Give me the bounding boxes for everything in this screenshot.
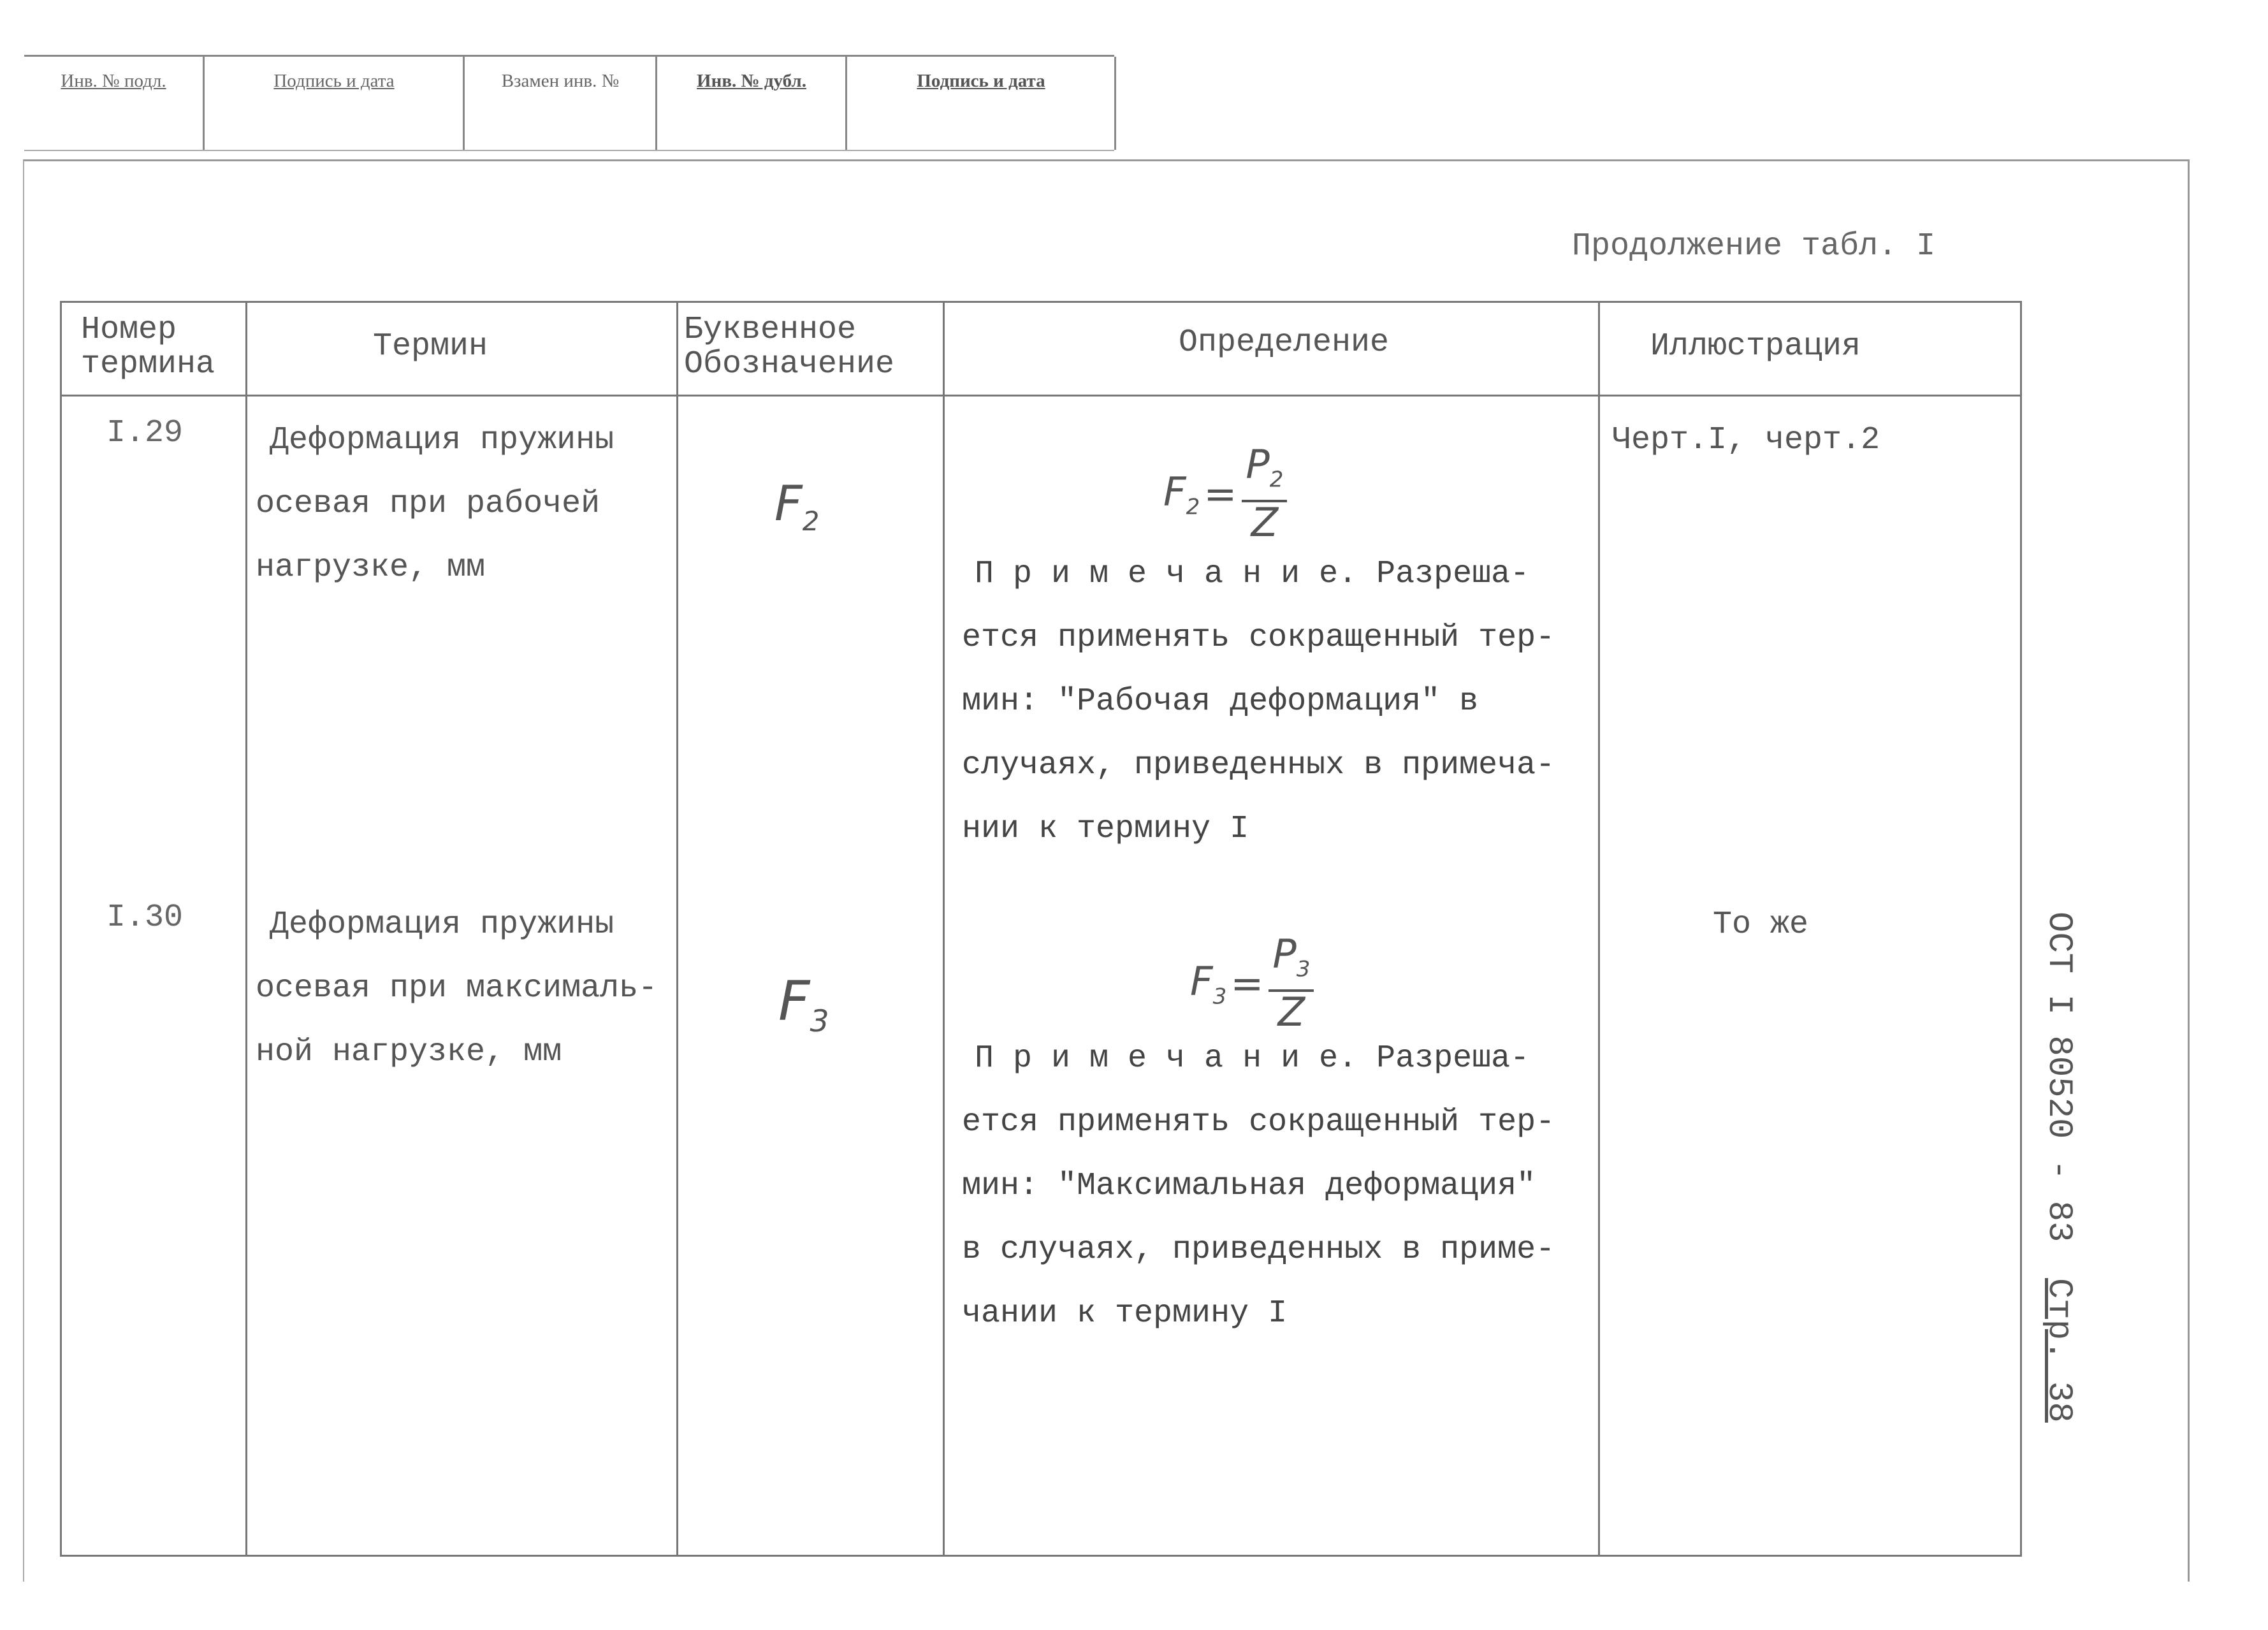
stamp-cell-inv-dubl (658, 57, 847, 150)
formula-num-base: P (1272, 931, 1297, 977)
formula-lhs-base: F (1163, 468, 1186, 515)
symbol-sub: 3 (810, 1004, 829, 1040)
row-number: I.30 (106, 899, 184, 936)
formula-num-sub: 3 (1296, 956, 1311, 982)
formula-num-base: P (1246, 441, 1270, 488)
formula-fraction (1268, 931, 1314, 1036)
formula-lhs (1190, 958, 1226, 1009)
formula-num-sub: 2 (1269, 467, 1284, 493)
header-num-line2: термина (81, 346, 215, 382)
row-note-line: в случаях, приведенных в приме- (962, 1232, 1555, 1268)
header-num (81, 313, 215, 382)
formula-lhs-base: F (1190, 957, 1213, 1005)
row-note-line: ется применять сокращенный тер- (962, 620, 1555, 656)
row-term-line: осевая при рабочей (256, 486, 600, 522)
symbol-base: F (774, 475, 803, 532)
row-note-line: чании к термину I (962, 1295, 1288, 1332)
header-divider (62, 395, 2020, 397)
row-symbol (774, 475, 819, 537)
stamp-label: Инв. № дубл. (697, 71, 806, 91)
formula-numerator (1268, 931, 1314, 992)
formula-lhs (1163, 469, 1200, 520)
stamp-label: Взамен инв. № (501, 71, 620, 91)
stamp-label: Подпись и дата (273, 71, 395, 91)
column-divider (676, 303, 678, 1555)
column-divider (1598, 303, 1600, 1555)
row-note (962, 542, 1555, 861)
symbol-base: F (778, 970, 810, 1033)
row-note-line: ется применять сокращенный тер- (962, 1104, 1555, 1140)
formula-equals: = (1230, 960, 1264, 1007)
row-formula (1163, 441, 1287, 546)
header-illustration: Иллюстрация (1650, 328, 1861, 365)
header-symbol-line1: Буквенное (684, 312, 857, 348)
table-caption: Продолжение табл. I (1572, 228, 1936, 265)
row-term-line: осевая при максималь- (256, 970, 658, 1007)
row-note-line: мин: "Рабочая деформация" в (962, 683, 1479, 720)
terms-table (60, 301, 2022, 1557)
row-note-line: нии к термину I (962, 811, 1249, 847)
header-symbol (684, 313, 894, 382)
formula-denominator: Z (1277, 989, 1305, 1036)
stamp-strip (24, 55, 1114, 151)
formula-numerator (1242, 441, 1287, 502)
side-doc-label (2027, 912, 2078, 1423)
row-note-line: случаях, приведенных в примеча- (962, 747, 1555, 783)
header-term: Термин (373, 328, 488, 365)
row-illustration: Черт.I, черт.2 (1612, 422, 1880, 458)
symbol-sub: 2 (802, 506, 820, 537)
side-doc-number: ОСТ I 80520 - 83 (2039, 912, 2078, 1242)
stamp-cell-vzamen (465, 57, 657, 150)
formula-fraction (1242, 441, 1287, 546)
row-note (962, 1027, 1555, 1346)
column-divider (943, 303, 945, 1555)
row-symbol (778, 970, 829, 1039)
stamp-cell-podpis-1 (205, 57, 465, 150)
row-illustration: То же (1713, 906, 1809, 943)
formula-lhs-sub: 3 (1212, 983, 1227, 1009)
side-page-number: Стр. 38 (2039, 1277, 2078, 1423)
row-term-line: Деформация пружины (270, 422, 614, 458)
stamp-cell-inv-podl (24, 57, 205, 150)
row-note-line: П р и м е ч а н и е. Разреша- (975, 1040, 1530, 1077)
row-term (256, 409, 614, 600)
row-term-line: ной нагрузке, мм (256, 1034, 562, 1070)
row-number: I.29 (106, 415, 184, 451)
formula-denominator: Z (1251, 499, 1279, 546)
column-divider (245, 303, 247, 1555)
stamp-label: Подпись и дата (917, 71, 1045, 91)
row-note-line: П р и м е ч а н и е. Разреша- (975, 556, 1530, 592)
header-symbol-line2: Обозначение (684, 346, 895, 382)
stamp-cell-podpis-2 (848, 57, 1116, 150)
header-num-line1: Номер (81, 312, 177, 348)
row-term (256, 893, 657, 1084)
row-term-line: нагрузке, мм (256, 549, 486, 586)
stamp-label: Инв. № подл. (61, 71, 166, 91)
formula-equals: = (1203, 470, 1237, 518)
row-term-line: Деформация пружины (270, 906, 614, 943)
header-definition: Определение (1179, 324, 1390, 361)
row-formula (1190, 931, 1314, 1036)
row-note-line: мин: "Максимальная деформация" (962, 1168, 1536, 1204)
formula-lhs-sub: 2 (1186, 493, 1200, 520)
